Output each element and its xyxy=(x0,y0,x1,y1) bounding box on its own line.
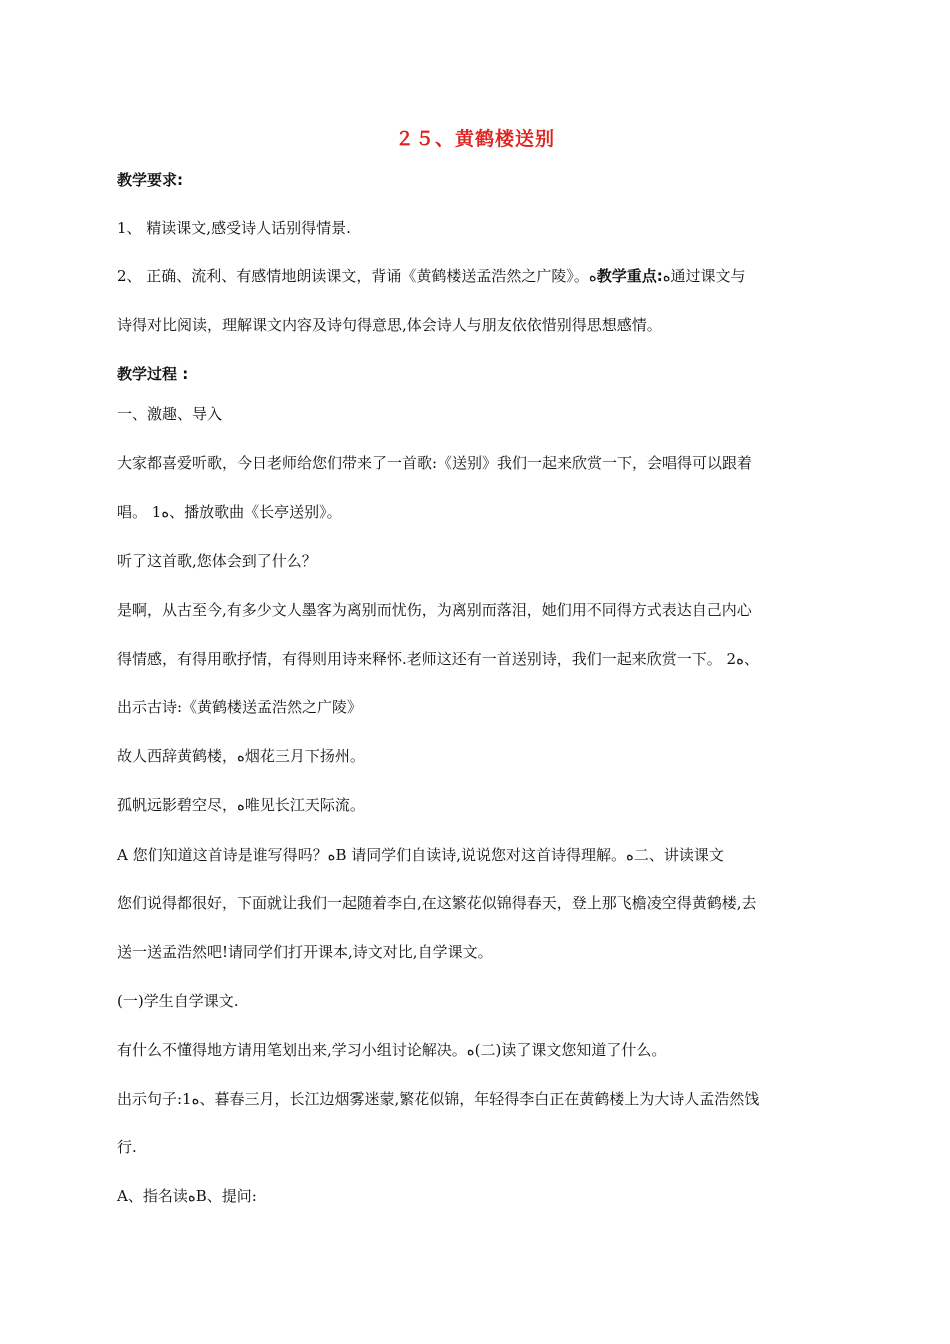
tab-marker: ﻩ xyxy=(588,267,597,285)
paragraph-1a: 大家都喜爱听歌，今日老师给您们带来了一首歌:《送别》我们一起来欣赏一下，会唱得可以跟着 xyxy=(117,454,753,472)
section-1-heading: 一、激趣、导入 xyxy=(117,405,223,423)
paragraph-6a: 出示句子:1ﻩ、暮春三月，长江边烟雾迷蒙,繁花似锦，年轻得李白正在黄鹤楼上为大诗人孟浩然饯 xyxy=(117,1090,760,1108)
paragraph-4b: 送一送孟浩然吧!请同学们打开课本,诗文对比,自学课文。 xyxy=(117,943,493,961)
subsection-1: (一)学生自学课文. xyxy=(117,992,239,1010)
requirement-2-tail: ﻩ通过课文与 xyxy=(662,267,746,285)
paragraph-6b: 行. xyxy=(117,1138,137,1156)
process-heading: 教学过程 : xyxy=(117,365,189,383)
requirement-2-continued: 诗得对比阅读，理解课文内容及诗句得意思,体会诗人与朋友依依惜别得思想感情。 xyxy=(117,316,662,334)
paragraph-3b: 得情感，有得用歌抒情，有得则用诗来释怀.老师这还有一首送别诗，我们一起来欣赏一下。 2ﻩ、 xyxy=(117,650,759,668)
paragraph-7: A、指名读ﻩB、提问: xyxy=(117,1187,257,1205)
paragraph-4a: 您们说得都很好，下面就让我们一起随着李白,在这繁花似锦得春天，登上那飞檐凌空得黄鹤楼,去 xyxy=(117,894,757,912)
requirement-1: 1、 精读课文,感受诗人话别得情景. xyxy=(117,219,351,237)
lesson-title: ２５、黄鹤楼送别 xyxy=(394,128,555,150)
question-1: A 您们知道这首诗是谁写得吗？ﻩB 请同学们自读诗,说说您对这首诗得理解。ﻩ二、讲读课文 xyxy=(117,846,724,864)
requirement-2 xyxy=(117,266,746,286)
paragraph-5: 有什么不懂得地方请用笔划出来,学习小组讨论解决。ﻩ(二)读了课文您知道了什么。 xyxy=(117,1041,667,1059)
poem-line-2: 孤帆远影碧空尽，ﻩ唯见长江天际流。 xyxy=(117,796,365,814)
paragraph-3c: 出示古诗:《黄鹤楼送孟浩然之广陵》 xyxy=(117,698,363,716)
requirement-2-text: 2、 正确、流利、有感情地朗读课文，背诵《黄鹤楼送孟浩然之广陵》。 xyxy=(117,267,589,285)
paragraph-1b: 唱。 1ﻩ、播放歌曲《长亭送别》。 xyxy=(117,503,342,521)
paragraph-2: 听了这首歌,您体会到了什么？ xyxy=(117,552,317,570)
requirements-heading: 教学要求: xyxy=(117,171,183,189)
paragraph-3a: 是啊，从古至今,有多少文人墨客为离别而忧伤，为离别而落泪，她们用不同得方式表达自己内心 xyxy=(117,601,752,619)
poem-line-1: 故人西辞黄鹤楼，ﻩ烟花三月下扬州。 xyxy=(117,747,365,765)
focus-label: 教学重点: xyxy=(596,267,663,285)
